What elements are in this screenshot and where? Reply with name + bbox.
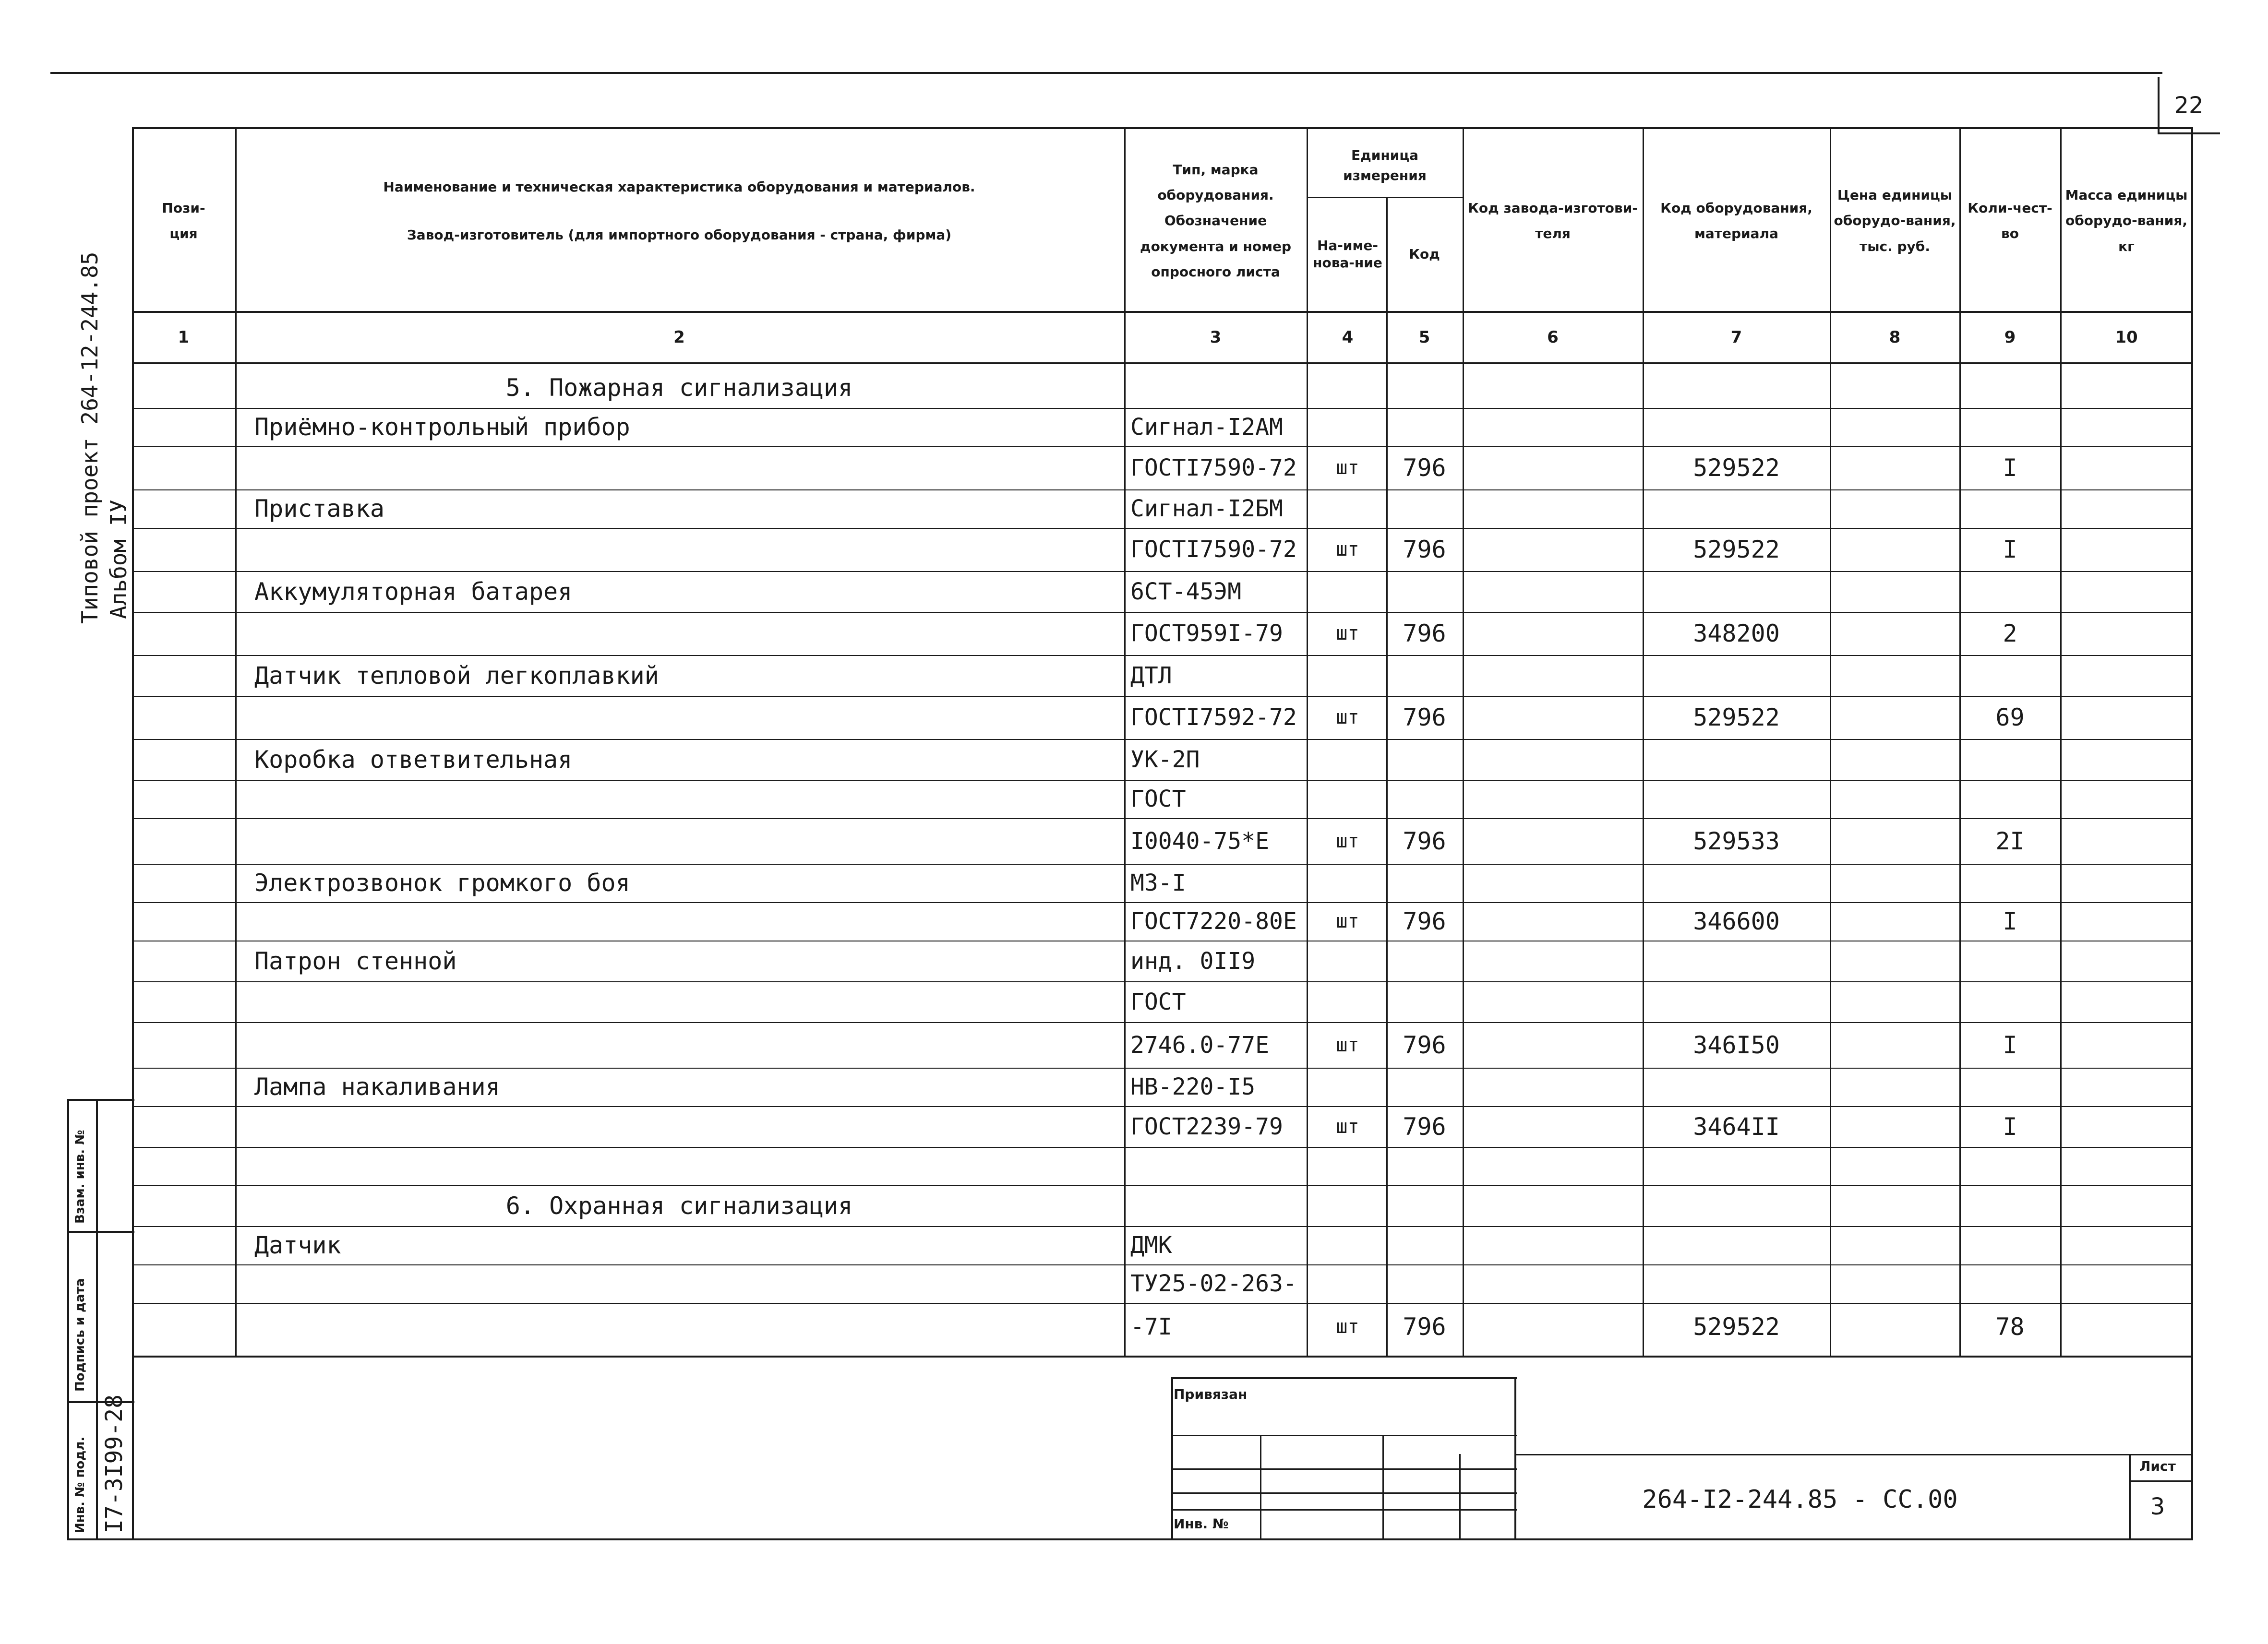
table-bottom-line <box>132 1356 2191 1358</box>
top-border-line <box>50 72 2162 74</box>
item-type: УК-2П <box>1130 746 1200 773</box>
column-separator <box>1307 127 1308 1356</box>
item-equipment-code: 346600 <box>1693 907 1780 935</box>
tb-list-left <box>2129 1454 2131 1540</box>
item-equipment-code: 529522 <box>1693 1313 1780 1341</box>
section-title: 5. Пожарная сигнализация <box>505 373 853 402</box>
header-unit-code: Код <box>1409 246 1440 262</box>
item-equipment-code: 529533 <box>1693 827 1780 855</box>
item-type: ГОСТI7590-72 <box>1130 454 1297 481</box>
stamp-sep-1 <box>67 1099 134 1101</box>
colnum-10: 10 <box>2115 327 2138 347</box>
header-bottom-line <box>132 311 2191 313</box>
stamp-podpis: Подпись и дата <box>73 1278 87 1392</box>
item-type: ДТЛ <box>1130 662 1172 689</box>
item-unit-code: 796 <box>1403 454 1446 482</box>
stamp-vzam: Взам. инв. № <box>73 1130 87 1224</box>
colnum-4: 4 <box>1342 327 1354 347</box>
item-unit: шт <box>1336 622 1359 644</box>
item-type: ГОСТI7592-72 <box>1130 704 1297 731</box>
colnum-2: 2 <box>673 327 685 347</box>
header-unit: Единица измерения <box>1343 147 1427 183</box>
row-separator <box>132 528 2191 529</box>
item-unit-code: 796 <box>1403 536 1446 563</box>
row-separator <box>132 780 2191 781</box>
header-name-line1: Наименование и техническая характеристика оборудования и материалов. <box>383 179 975 195</box>
row-separator <box>132 612 2191 613</box>
row-separator <box>132 1068 2191 1069</box>
row-separator <box>132 1147 2191 1148</box>
tb-row-2 <box>1171 1468 1517 1470</box>
item-quantity: I <box>2003 536 2017 563</box>
margin-project-line1: Типовой проект 264-12-244.85 <box>77 251 103 624</box>
frame-right-line <box>2191 127 2193 1540</box>
header-quantity: Коли-чест-во <box>1968 200 2052 241</box>
colnum-8: 8 <box>1889 327 1901 347</box>
item-type: ГОСТ7220-80Е <box>1130 908 1297 935</box>
header-mass: Масса единицы оборудо-вания, кг <box>2065 187 2188 254</box>
section-title: 6. Охранная сигнализация <box>505 1191 853 1220</box>
header-maker-code: Код завода-изготови-теля <box>1468 200 1638 241</box>
item-name: Коробка ответвительная <box>254 745 573 774</box>
item-type: -7I <box>1130 1313 1172 1340</box>
row-separator <box>132 981 2191 982</box>
item-unit-code: 796 <box>1403 1031 1446 1059</box>
stamp-sep-2 <box>67 1231 134 1233</box>
row-separator <box>132 1185 2191 1186</box>
unit-subheader-line <box>1307 197 1463 198</box>
margin-project-line2: Альбом IУ <box>106 499 132 619</box>
item-quantity: I <box>2003 454 2017 482</box>
item-type: инд. 0II9 <box>1130 947 1256 975</box>
tb-row-3 <box>1171 1492 1517 1494</box>
column-separator <box>1463 127 1464 1356</box>
row-separator <box>132 571 2191 572</box>
list-value: 3 <box>2150 1493 2165 1520</box>
item-quantity: 2I <box>1995 827 2025 855</box>
item-type: ГОСТ2239-79 <box>1130 1113 1283 1140</box>
row-separator <box>132 1264 2191 1265</box>
colnum-bottom-line <box>132 362 2191 364</box>
item-type: НВ-220-I5 <box>1130 1073 1256 1100</box>
row-separator <box>132 1106 2191 1107</box>
item-equipment-code: 529522 <box>1693 703 1780 731</box>
item-name: Аккумуляторная батарея <box>254 577 573 606</box>
sheet-box-left <box>2158 77 2160 134</box>
item-equipment-code: 3464II <box>1693 1112 1780 1141</box>
item-unit: шт <box>1336 538 1359 560</box>
row-separator <box>132 818 2191 819</box>
item-unit: шт <box>1336 1316 1359 1338</box>
row-separator <box>132 902 2191 903</box>
header-position: Пози- ция <box>162 200 205 241</box>
colnum-7: 7 <box>1730 327 1742 347</box>
frame-left-line <box>132 127 134 1540</box>
row-separator <box>132 696 2191 697</box>
colnum-3: 3 <box>1210 327 1222 347</box>
row-separator <box>132 408 2191 409</box>
row-separator <box>132 446 2191 447</box>
item-unit-code: 796 <box>1403 907 1446 935</box>
row-separator <box>132 1226 2191 1227</box>
column-separator <box>235 127 237 1356</box>
tb-vert-3 <box>1459 1454 1461 1540</box>
item-unit: шт <box>1336 457 1359 479</box>
header-name-line2: Завод-изготовитель (для импортного оборудования - страна, фирма) <box>407 227 952 243</box>
colnum-5: 5 <box>1418 327 1430 347</box>
item-name: Датчик <box>254 1231 341 1259</box>
row-separator <box>132 864 2191 865</box>
colnum-6: 6 <box>1547 327 1559 347</box>
item-name: Приставка <box>254 495 384 523</box>
item-unit: шт <box>1336 706 1359 728</box>
column-separator <box>1124 127 1126 1356</box>
stamp-outer-left <box>67 1099 69 1540</box>
colnum-9: 9 <box>2004 327 2016 347</box>
item-type: 6СТ-45ЭМ <box>1130 578 1242 605</box>
tb-row-4 <box>1171 1509 1517 1511</box>
stamp-inv-value: I7-3I99-28 <box>101 1394 128 1533</box>
tb-top-line <box>1171 1377 1517 1379</box>
list-label: Лист <box>2139 1458 2176 1474</box>
tb-vert-2 <box>1382 1435 1384 1540</box>
header-type: Тип, марка оборудования. Обозначение документа и номер опросного листа <box>1140 162 1292 280</box>
row-separator <box>132 489 2191 490</box>
item-type: Сигнал-I2БМ <box>1130 495 1283 522</box>
item-type: ГОСТ959I-79 <box>1130 620 1283 647</box>
item-equipment-code: 529522 <box>1693 536 1780 563</box>
item-type: Сигнал-I2АМ <box>1130 414 1283 441</box>
item-unit: шт <box>1336 910 1359 932</box>
item-type: ТУ25-02-263- <box>1130 1270 1297 1297</box>
stamp-sep-4 <box>67 1538 134 1540</box>
item-type: МЗ-I <box>1130 870 1186 896</box>
item-unit-code: 796 <box>1403 827 1446 855</box>
item-unit: шт <box>1336 830 1359 852</box>
inv-no-label: Инв. № <box>1174 1515 1229 1532</box>
item-quantity: 2 <box>2003 619 2017 647</box>
item-type: ГОСТ <box>1130 786 1186 812</box>
item-unit-code: 796 <box>1403 1112 1446 1141</box>
privyazan-label: Привязан <box>1174 1386 1248 1402</box>
header-equipment-code: Код оборудования, материала <box>1660 200 1812 241</box>
item-name: Приёмно-контрольный прибор <box>254 413 630 441</box>
row-separator <box>132 1022 2191 1023</box>
tb-main-top <box>1514 1454 2191 1455</box>
tb-list-mid <box>2129 1480 2191 1482</box>
table-top-line <box>132 127 2191 129</box>
item-quantity: I <box>2003 907 2017 935</box>
tb-vert-1 <box>1260 1435 1261 1540</box>
item-quantity: 69 <box>1995 703 2025 731</box>
column-separator <box>2060 127 2062 1356</box>
item-name: Электрозвонок громкого боя <box>254 869 630 897</box>
item-quantity: I <box>2003 1031 2017 1059</box>
item-equipment-code: 529522 <box>1693 454 1780 482</box>
item-name: Датчик тепловой легкоплавкий <box>254 661 659 690</box>
item-unit: шт <box>1336 1034 1359 1056</box>
stamp-inner-left <box>96 1099 98 1540</box>
header-price: Цена единицы оборудо-вания, тыс. руб. <box>1834 187 1956 254</box>
tb-right-line <box>1514 1377 1516 1540</box>
document-code: 264-I2-244.85 - СС.00 <box>1642 1485 1958 1514</box>
item-type: ДМК <box>1130 1232 1172 1259</box>
tb-left-line <box>1171 1377 1173 1540</box>
header-unit-name: На-име-нова-ние <box>1313 237 1382 271</box>
item-name: Патрон стенной <box>254 947 457 975</box>
stamp-inv-podl: Инв. № подл. <box>73 1436 87 1533</box>
item-unit-code: 796 <box>1403 619 1446 647</box>
item-type: ГОСТI7590-72 <box>1130 536 1297 563</box>
item-equipment-code: 348200 <box>1693 619 1780 647</box>
item-unit-code: 796 <box>1403 1313 1446 1341</box>
column-separator <box>1830 127 1831 1356</box>
item-unit: шт <box>1336 1115 1359 1138</box>
item-equipment-code: 346I50 <box>1693 1031 1780 1059</box>
item-name: Лампа накаливания <box>254 1073 500 1101</box>
row-separator <box>132 739 2191 740</box>
column-separator <box>1643 127 1644 1356</box>
colnum-1: 1 <box>178 327 190 347</box>
item-unit-code: 796 <box>1403 703 1446 731</box>
row-separator <box>132 655 2191 656</box>
tb-row-1 <box>1171 1435 1517 1436</box>
column-separator <box>1959 127 1961 1356</box>
item-type: 2746.0-77Е <box>1130 1031 1269 1059</box>
item-quantity: I <box>2003 1112 2017 1141</box>
row-separator <box>132 1303 2191 1304</box>
item-type: ГОСТ <box>1130 988 1186 1015</box>
frame-bottom-line <box>132 1538 2193 1540</box>
item-type: I0040-75*Е <box>1130 827 1269 855</box>
column-separator <box>1386 197 1388 1356</box>
sheet-number-top: 22 <box>2174 92 2204 119</box>
item-quantity: 78 <box>1995 1313 2025 1341</box>
